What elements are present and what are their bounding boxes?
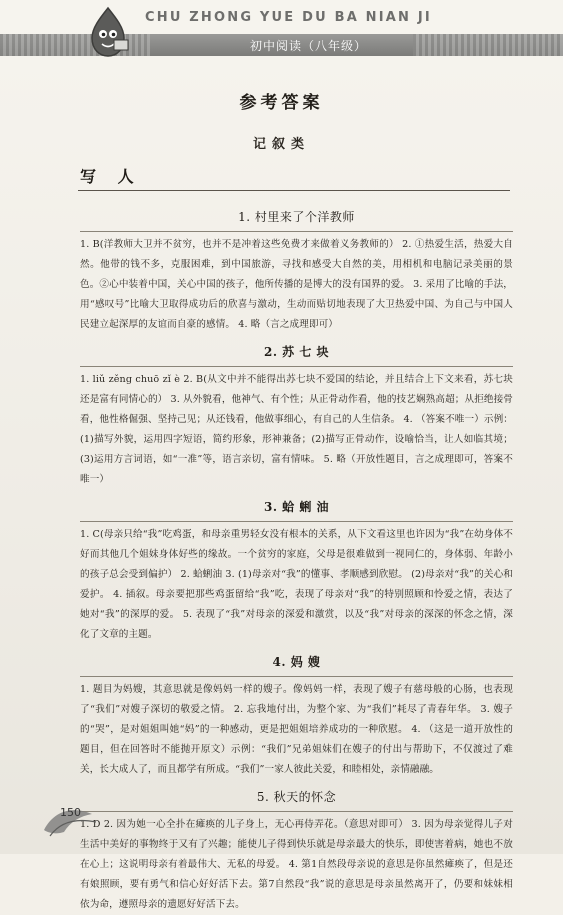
answer-title: 4. 妈 嫂 <box>272 655 321 669</box>
header-stripes-right <box>413 34 563 56</box>
answer-text: 1. liǔ zěng chuō zǐ è 2. B(从文中并不能得出苏七块不爱国的结论，并且结合上下文来看，苏七块还是富有同情心的） 3. 从外貌看，他神气、有个性；从正骨动作看，他的技艺娴熟高超；从拒绝接骨看，他性格倔强、坚持己见；从还钱看，他做事细心，有自己的人生信条。 4. （答案不唯一）示例：(1)描写外貌，运用四字短语，简约形象，形神兼备；(2)描写正骨动作，设喻恰当，让人如临其境；(3)运用方言词语，如“一准”等，语言亲切，富有情味。 5. 略（开放性题目，言之成理即可，答案不唯一） <box>80 374 513 485</box>
answer-title: 3. 蛤 蜊 油 <box>263 500 330 514</box>
answer-title-divider <box>80 811 513 812</box>
header-pinyin: CHU ZHONG YUE DU BA NIAN JI <box>145 10 432 25</box>
answer-title-divider <box>80 521 513 522</box>
answer-title: 5. 秋天的怀念 <box>256 790 337 804</box>
section-divider <box>78 190 510 191</box>
answer-title: 2. 苏 七 块 <box>263 345 330 359</box>
answer-block <box>80 498 513 645</box>
category-subtitle: 记叙类 <box>252 137 310 152</box>
answer-block <box>80 343 513 490</box>
header-series-title: 初中阅读（八年级） <box>250 39 368 53</box>
answer-title-divider <box>80 231 513 232</box>
section-heading: 写 人 <box>80 167 142 186</box>
answer-title: 1. 村里来了个洋教师 <box>238 210 355 224</box>
answer-block <box>80 788 513 915</box>
answer-block <box>80 208 513 335</box>
answer-text: 1. C(母亲只给“我”吃鸡蛋，和母亲重男轻女没有根本的关系，从下文看这里也许因为“我”在幼身体不好而其他几个姐妹身体好些的缘故。一个贫穷的家庭，父母是很难做到一视同仁的，身体弱、年龄小的孩子总会受到偏护） 2. 蛤蜊油 3. (1)母亲对“我”的懂事、孝顺感到欣慰。 (2)母亲对“我”的关心和爱护。 4. 插叙。母亲要把那些鸡蛋留给“我”吃，表现了母亲对“我”的特别照顾和怜爱之情，表达了她对“我”的深厚的爱。 5. 表现了“我”对母亲的深爱和激赏，以及“我”对母亲的深深的怀念之情，深化了文章的主题。 <box>80 529 513 640</box>
answer-text: 1. B(洋教师大卫并不贫穷，也并不是冲着这些免费才来做着义务教师的） 2. ①热爱生活，热爱大自然。他带的钱不多，克服困难，到中国旅游，寻找和感受大自然的美，用相机和电脑记录美丽的景色。②心中装着中国，关心中国的孩子，他所传播的是博大的没有国界的爱。 3. 采用了比喻的手法，用“感叹号”比喻大卫取得成功后的欣喜与激动，生动而贴切地表现了大卫热爱中国、为自己与中国人民建立起深厚的友谊而自豪的感情。 4. 略（言之成理即可） <box>80 239 513 330</box>
page-title: 参考答案 <box>239 93 324 113</box>
page-header <box>0 0 563 62</box>
answer-title-divider <box>80 676 513 677</box>
answer-list <box>80 200 513 915</box>
book-mascot-logo <box>80 4 136 60</box>
page-number: 150 <box>60 806 81 819</box>
answer-block <box>80 653 513 780</box>
answer-title-divider <box>80 366 513 367</box>
answer-text: 1. D 2. 因为她一心全扑在瘫痪的儿子身上，无心再侍弄花。（意思对即可） 3. 因为母亲觉得儿子对生活中美好的事物终于又有了兴趣；能使儿子得到快乐就是母亲最大的快乐，即使害着病，她也不放在心上；这说明母亲有着最伟大、无私的母爱。 4. 第1自然段母亲说的意思是你虽然瘫痪了，但是还有娘照顾，要有勇气和信心好好活下去。第7自然段“我”说的意思是母亲虽然离开了，仍要和妹妹相依为命，遵照母亲的遗愿好好活下去。 <box>80 819 513 910</box>
answer-text: 1. 题目为妈嫂，其意思就是像妈妈一样的嫂子。像妈妈一样，表现了嫂子有慈母般的心肠，也表现了“我们”对嫂子深切的敬爱之情。 2. 忘我地付出，为整个家、为“我们”耗尽了青春年华。 3. 嫂子的“哭”，是对姐姐叫她“妈”的一种感动，更是把姐姐培养成功的一种欣慰。 4. （这是一道开放性的题目，但在回答时不能抛开原文）示例：“我们”兄弟姐妹们在嫂子的付出与帮助下，不仅渡过了难关，长大成人了，而且都学有所成。“我们”一家人彼此关爱，和睦相处，亲情融融。 <box>80 684 513 775</box>
